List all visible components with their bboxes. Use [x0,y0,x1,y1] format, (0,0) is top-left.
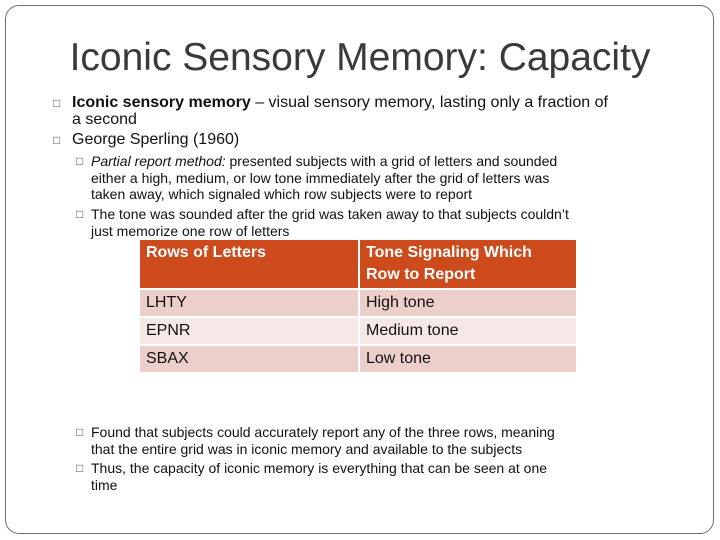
checkbox-bullet-icon: □ [76,207,84,221]
term-italic: Partial report method: [91,153,226,169]
subbullet-text: either a high, medium, or low tone immediately after the grid of letters was [91,169,550,186]
bullet-sperling [72,131,239,148]
subbullet-text: Found that subjects could accurately report any of the three rows, meaning [91,424,555,440]
table-row [140,346,576,372]
table-cell-letters: EPNR [140,318,358,344]
checkbox-bullet-icon: □ [53,133,61,147]
table-row [140,290,576,316]
column-header-tone: Tone Signaling Which Row to Report [360,240,576,288]
column-header-rows: Rows of Letters [140,240,358,288]
table-cell-tone: Medium tone [360,318,576,344]
checkbox-bullet-icon: □ [76,461,84,475]
term-bold: Iconic sensory memory [72,94,251,111]
table-row [140,318,576,344]
bullet-text: – visual sensory memory, lasting only a fraction of [250,94,608,111]
checkbox-bullet-icon: □ [76,154,84,168]
subbullet-text: time [91,476,118,493]
table-cell-letters: SBAX [140,346,358,372]
bullet-text: a second [72,111,137,128]
subbullet-text: The tone was sounded after the grid was taken away to that subjects couldn’t [91,206,569,222]
checkbox-bullet-icon: □ [53,96,61,110]
table-cell-letters: LHTY [140,290,358,316]
subbullet-text: Thus, the capacity of iconic memory is everything that can be seen at one [91,460,548,476]
bullet-iconic-memory [72,94,608,128]
subbullet-capacity [91,460,547,493]
subbullet-tone-timing [91,206,569,239]
table-header-row [140,240,576,288]
subbullet-text: taken away, which signaled which row subjects were to report [91,186,473,202]
subbullet-findings [91,424,555,457]
table-cell-tone: Low tone [360,346,576,372]
subbullet-text: just memorize one row of letters [91,222,290,239]
subbullet-partial-report [91,153,557,203]
checkbox-bullet-icon: □ [76,425,84,439]
sperling-table [138,238,578,374]
slide-title: Iconic Sensory Memory: Capacity [69,36,651,79]
subbullet-text: presented subjects with a grid of letters and sounded [225,153,558,169]
table-cell-tone: High tone [360,290,576,316]
subbullet-text: that the entire grid was in iconic memory and available to the subjects [91,440,523,457]
bullet-text: George Sperling (1960) [72,131,240,148]
